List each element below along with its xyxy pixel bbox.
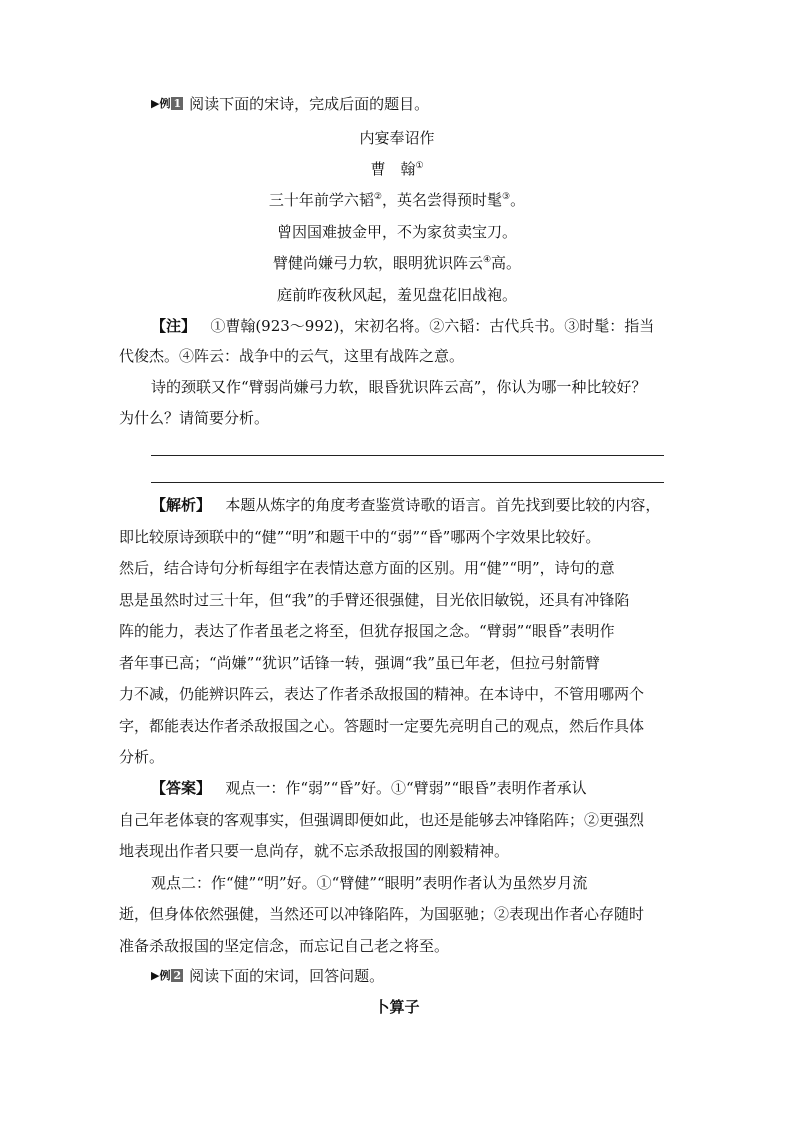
example2-label: ▶例 2: [151, 969, 182, 982]
notes-line-2: 代俊杰。④阵云：战争中的云气，这里有战阵之意。: [119, 347, 465, 365]
poem-line-3: 臂健尚嫌弓力软，眼明犹识阵云④高。: [272, 254, 522, 272]
analysis-line-6: 者年事已高；“尚嫌”“犹识”话锋一转，强调“我”虽已年老，但拉弓射箭臂: [119, 654, 601, 672]
example1-heading: [151, 94, 429, 114]
example2-instruction: 阅读下面的宋词，回答问题。: [189, 967, 385, 985]
question-line-2: 为什么？请简要分析。: [119, 409, 270, 427]
answer-line-3: 地表现出作者只要一息尚存，就不忘杀敌报国的刚毅精神。: [119, 842, 510, 860]
example2-heading: [151, 966, 384, 986]
analysis-line-1: 【解析】 本题从炼字的角度考查鉴赏诗歌的语言。首先找到要比较的内容，: [151, 496, 661, 514]
example1-label: ▶例 1: [151, 97, 182, 110]
answer-view2-line-3: 准备杀敌报国的坚定信念，而忘记自己老之将至。: [119, 937, 450, 955]
analysis-line-2: 即比较原诗颈联中的“健”“明”和题干中的“弱”“昏”哪两个字效果比较好。: [119, 528, 601, 546]
answer-line-2: 自己年老体衰的客观事实，但强调即便如此，也还是能够去冲锋陷阵；②更强烈: [119, 811, 645, 829]
footnote-marker: ①: [415, 161, 424, 171]
question-line-1: 诗的颈联又作“臂弱尚嫌弓力软，眼昏犹识阵云高”，你认为哪一种比较好？: [151, 378, 647, 396]
example1-instruction: 阅读下面的宋诗，完成后面的题目。: [189, 95, 430, 113]
notes-line-1: 【注】 ①曹翰(923～992)，宋初名将。②六韬：古代兵书。③时髦：指当: [151, 317, 655, 335]
answer-label: 【答案】: [151, 779, 212, 797]
analysis-line-3: 然后，结合诗句分析每组字在表情达意方面的区别。用“健”“明”，诗句的意: [119, 559, 615, 577]
answer-line-1: 【答案】 观点一：作“弱”“昏”好。①“臂弱”“眼昏”表明作者承认: [151, 779, 587, 797]
answer-view2-line-1: 观点二：作“健”“明”好。①“臂健”“眼明”表明作者认为虽然岁月流: [151, 874, 588, 892]
notes-label: 【注】: [151, 317, 197, 335]
analysis-line-4: 思是虽然时过三十年，但“我”的手臂还很强健，目光依旧敏锐，还具有冲锋陷: [119, 591, 630, 609]
answer-view2-line-2: 逝，但身体依然强健，当然还可以冲锋陷阵，为国驱驰；②表现出作者心存随时: [119, 905, 645, 923]
analysis-line-5: 阵的能力，表达了作者虽老之将至，但犹存报国之念。“臂弱”“眼昏”表明作: [119, 622, 615, 640]
answer-blank-line-2[interactable]: [151, 482, 664, 483]
poem-line-2: 曾因国难披金甲，不为家贫卖宝刀。: [276, 223, 517, 241]
analysis-line-8: 字，都能表达作者杀敌报国之心。答题时一定要先亮明自己的观点，然后作具体: [119, 717, 645, 735]
answer-blank-line-1[interactable]: [151, 455, 664, 456]
example1-number: 1: [173, 97, 182, 110]
poem-title: 内宴奉诏作: [359, 129, 435, 147]
poem-author: 曹 翰①: [370, 160, 424, 178]
analysis-line-9: 分析。: [119, 748, 165, 766]
poem-line-4: 庭前昨夜秋风起，羞见盘花旧战袍。: [276, 286, 517, 304]
analysis-line-7: 力不减，仍能辨识阵云，表达了作者杀敌报国的精神。在本诗中，不管用哪两个: [119, 685, 645, 703]
poem-line-1: 三十年前学六韬②，英名尝得预时髦③。: [268, 191, 526, 209]
poem2-title: 卜算子: [374, 998, 420, 1016]
example2-number: 2: [173, 969, 182, 982]
analysis-label: 【解析】: [151, 496, 212, 514]
